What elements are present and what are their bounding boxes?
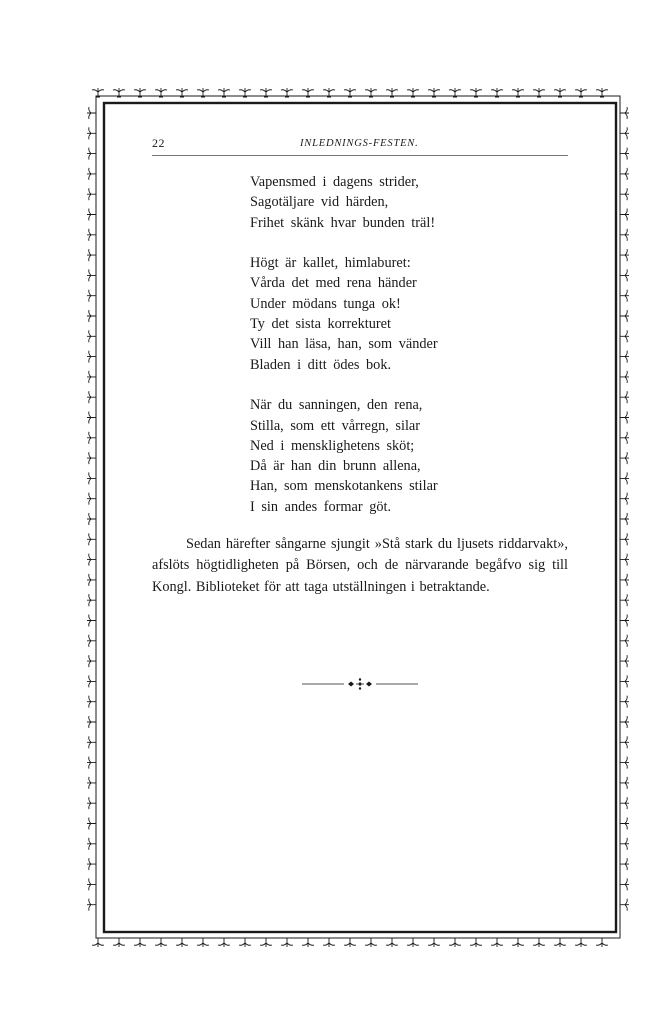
fleuron-border-icon: [620, 696, 629, 708]
fleuron-border-icon: [620, 127, 629, 139]
fleuron-border-icon: [87, 858, 96, 870]
fleuron-border-icon: [620, 878, 629, 890]
fleuron-border-icon: [87, 269, 96, 281]
header-rule: [152, 155, 568, 156]
fleuron-border-icon: [87, 797, 96, 809]
fleuron-border-icon: [87, 127, 96, 139]
fleuron-border-icon: [87, 209, 96, 221]
fleuron-border-icon: [620, 148, 629, 160]
fleuron-border-icon: [365, 938, 377, 947]
prose-paragraph: Sedan härefter sångarne sjungit »Stå stark du ljusets riddarvakt», afslöts högtidligheten på Börsen, och de närvarande begåfvo sig till Kongl. Biblioteket för att taga utställningen i betraktande.: [152, 536, 568, 595]
fleuron-border-icon: [87, 757, 96, 769]
fleuron-border-icon: [87, 330, 96, 342]
fleuron-border-icon: [386, 938, 398, 947]
fleuron-border-icon: [87, 838, 96, 850]
fleuron-border-icon: [620, 269, 629, 281]
fleuron-border-icon: [620, 777, 629, 789]
fleuron-border-icon: [87, 188, 96, 200]
fleuron-border-icon: [87, 107, 96, 119]
fleuron-border-icon: [512, 938, 524, 947]
right-flourish-column: [620, 107, 629, 911]
poem-line: Stilla, som ett vårregn, silar: [250, 417, 421, 434]
fleuron-border-icon: [620, 310, 629, 322]
fleuron-border-icon: [87, 493, 96, 505]
fleuron-border-icon: [491, 938, 503, 947]
fleuron-border-icon: [87, 736, 96, 748]
fleuron-border-icon: [620, 615, 629, 627]
poem-line: Vapensmed i dagens strider,: [250, 174, 419, 190]
fleuron-border-icon: [620, 574, 629, 586]
fleuron-border-icon: [87, 675, 96, 687]
fleuron-border-icon: [533, 938, 545, 947]
fleuron-border-icon: [449, 938, 461, 947]
fleuron-border-icon: [620, 452, 629, 464]
fleuron-border-icon: [575, 938, 587, 947]
fleuron-border-icon: [155, 938, 167, 947]
fleuron-border-icon: [620, 493, 629, 505]
poem-stanza: [250, 253, 438, 375]
fleuron-border-icon: [87, 432, 96, 444]
fleuron-border-icon: [620, 554, 629, 566]
fleuron-border-icon: [239, 938, 251, 947]
fleuron-border-icon: [620, 249, 629, 261]
fleuron-border-icon: [87, 412, 96, 424]
fleuron-border-icon: [87, 310, 96, 322]
fleuron-border-icon: [620, 290, 629, 302]
fleuron-border-icon: [620, 351, 629, 363]
fleuron-border-icon: [87, 899, 96, 911]
fleuron-border-icon: [87, 594, 96, 606]
fleuron-border-icon: [620, 838, 629, 850]
fleuron-border-icon: [620, 899, 629, 911]
poem-line: Bladen i ditt ödes bok.: [250, 356, 392, 373]
fleuron-border-icon: [87, 574, 96, 586]
fleuron-border-icon: [87, 655, 96, 667]
fleuron-border-icon: [281, 938, 293, 947]
bottom-flourish-row: [92, 938, 608, 947]
fleuron-border-icon: [554, 938, 566, 947]
fleuron-border-icon: [620, 533, 629, 545]
fleuron-border-icon: [620, 818, 629, 830]
fleuron-border-icon: [87, 513, 96, 525]
fleuron-border-icon: [87, 777, 96, 789]
fleuron-border-icon: [113, 938, 125, 947]
fleuron-border-icon: [620, 229, 629, 241]
fleuron-border-icon: [620, 736, 629, 748]
fleuron-border-icon: [620, 391, 629, 403]
fleuron-border-icon: [620, 209, 629, 221]
fleuron-border-icon: [620, 858, 629, 870]
end-ornament-icon: [300, 676, 420, 692]
fleuron-border-icon: [87, 351, 96, 363]
fleuron-border-icon: [134, 938, 146, 947]
fleuron-border-icon: [620, 432, 629, 444]
poem-line: Ty det sista korrekturet: [250, 316, 392, 333]
fleuron-border-icon: [620, 675, 629, 687]
poem-line: Då är han din brunn allena,: [250, 458, 421, 475]
poem-line: Frihet skänk hvar bunden träl!: [250, 214, 436, 231]
fleuron-border-icon: [87, 878, 96, 890]
running-head: INLEDNINGS-FESTEN.: [300, 138, 419, 149]
fleuron-border-icon: [620, 716, 629, 728]
fleuron-border-icon: [620, 412, 629, 424]
fleuron-border-icon: [87, 391, 96, 403]
poem-line: Vårda det med rena händer: [250, 275, 417, 292]
fleuron-border-icon: [620, 797, 629, 809]
page-number: 22: [152, 136, 165, 150]
poem-line: Under mödans tunga ok!: [250, 295, 401, 312]
poem: [250, 172, 438, 517]
fleuron-border-icon: [87, 229, 96, 241]
poem-stanza: [250, 172, 438, 233]
poem-stanza: [250, 395, 438, 517]
fleuron-border-icon: [323, 938, 335, 947]
fleuron-border-icon: [344, 938, 356, 947]
fleuron-border-icon: [620, 635, 629, 647]
fleuron-border-icon: [620, 594, 629, 606]
fleuron-border-icon: [620, 655, 629, 667]
fleuron-border-icon: [428, 938, 440, 947]
fleuron-border-icon: [176, 938, 188, 947]
fleuron-border-icon: [596, 938, 608, 947]
fleuron-border-icon: [218, 938, 230, 947]
fleuron-border-icon: [620, 188, 629, 200]
fleuron-border-icon: [620, 472, 629, 484]
fleuron-border-icon: [87, 452, 96, 464]
fleuron-border-icon: [620, 513, 629, 525]
poem-line: När du sanningen, den rena,: [250, 397, 423, 414]
fleuron-border-icon: [92, 938, 104, 947]
poem-line: Vill han läsa, han, som vänder: [250, 336, 438, 353]
fleuron-border-icon: [260, 938, 272, 947]
poem-line: Ned i mensklighetens sköt;: [250, 437, 415, 454]
fleuron-border-icon: [87, 290, 96, 302]
fleuron-border-icon: [87, 635, 96, 647]
fleuron-border-icon: [87, 148, 96, 160]
fleuron-border-icon: [87, 168, 96, 180]
fleuron-border-icon: [197, 938, 209, 947]
fleuron-border-icon: [302, 938, 314, 947]
fleuron-border-icon: [620, 107, 629, 119]
fleuron-border-icon: [620, 371, 629, 383]
poem-line: Sagotäljare vid härden,: [250, 194, 389, 211]
fleuron-border-icon: [620, 168, 629, 180]
fleuron-border-icon: [87, 249, 96, 261]
page-header: [152, 134, 568, 154]
fleuron-border-icon: [87, 696, 96, 708]
poem-line: Han, som menskotankens stilar: [250, 478, 438, 495]
left-flourish-column: [87, 107, 96, 911]
fleuron-border-icon: [87, 818, 96, 830]
fleuron-border-icon: [87, 615, 96, 627]
fleuron-border-icon: [87, 716, 96, 728]
fleuron-border-icon: [87, 554, 96, 566]
fleuron-border-icon: [87, 472, 96, 484]
poem-line: I sin andes formar göt.: [250, 498, 392, 515]
poem-line: Högt är kallet, himlaburet:: [250, 255, 411, 272]
fleuron-border-icon: [620, 757, 629, 769]
fleuron-border-icon: [87, 533, 96, 545]
fleuron-border-icon: [620, 330, 629, 342]
fleuron-border-icon: [407, 938, 419, 947]
fleuron-border-icon: [470, 938, 482, 947]
fleuron-border-icon: [87, 371, 96, 383]
